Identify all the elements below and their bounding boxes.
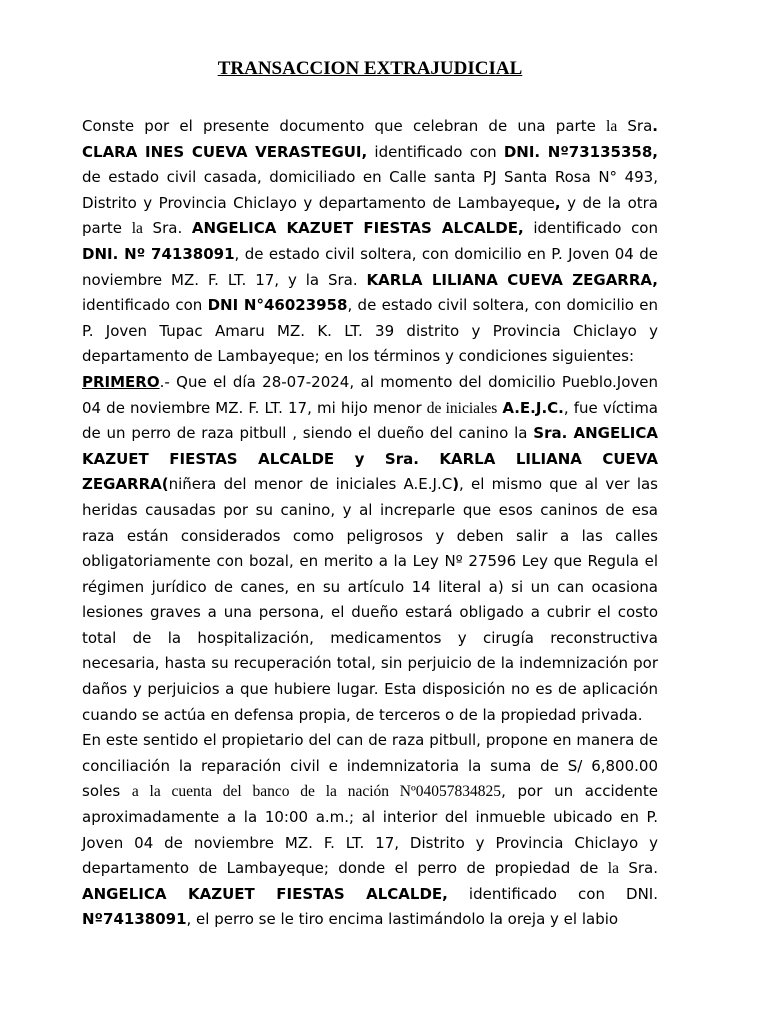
text-segment: la	[606, 118, 618, 135]
document-title: TRANSACCION EXTRAJUDICIAL	[217, 58, 523, 79]
text-segment: Sra	[617, 117, 653, 135]
clause-label-primero: PRIMERO	[82, 372, 160, 391]
text-segment: , fue víctima de un perro de raza pitbull , siendo el dueño del canino la	[82, 398, 659, 443]
text-segment: identificado con	[367, 142, 504, 161]
party2-dni: DNI. Nº 74138091	[82, 244, 235, 263]
text-segment: de iniciales	[426, 399, 498, 417]
text-segment: , el perro se le tiro encima lastimándolo la oreja y el labio	[186, 910, 619, 929]
text-segment: .- Que el día 28-07-2024, al momento del domicilio Pueblo.Joven 04 de noviembre MZ. F. LT. 17, mi hijo menor	[82, 372, 658, 417]
text-segment: Sra.	[142, 219, 192, 238]
text-segment: En este sentido el propietario del can de raza pitbull, propone en manera de conciliación la reparación civil e indemnizatoria la suma de S/ 6,800.00 soles	[82, 731, 658, 801]
party3-dni: DNI N°46023958	[207, 296, 348, 315]
owner-dni: Nº74138091	[82, 910, 187, 929]
text-segment: , por un accidente aproximadamente a la 10:00 a.m.; al interior del inmueble ubicado en P. Joven 04 de noviembre MZ. F. LT. 17, Distrito y Provincia Chiclayo y departamento de Lambayeque; donde el perro de propiedad de	[82, 782, 658, 878]
paragraph-conciliation	[82, 728, 658, 933]
text-segment: , de estado civil soltera, con domicilio en P. Joven Tupac Amaru MZ. K. LT. 39 distrito y Provincia Chiclayo y departamento de Lambayeque; en los términos y condiciones siguientes:	[82, 296, 658, 366]
text-segment: Sra.	[618, 859, 658, 878]
document-body	[82, 114, 658, 933]
paragraph-parties	[82, 114, 658, 370]
text-segment: de estado civil casada, domiciliado en Calle santa PJ Santa Rosa N° 493, Distrito y Provincia Chiclayo y departamento de Lambayeque	[82, 168, 658, 212]
owner-name: ANGELICA KAZUET FIESTAS ALCALDE,	[82, 884, 448, 903]
text-segment: identificado con	[523, 219, 658, 238]
text-segment: , el mismo que al ver las heridas causadas por su canino, y al increparle que esos caninos de esa raza están considerados como peligrosos y deben salir a las calles obligatoriamente con bozal, en merito a la Ley Nº 27596 Ley que Regula el régimen jurídico de canes, en su artículo 14 literal a) si un can ocasiona lesiones graves a una persona, el dueño estará obligado a cubrir el costo total de la hospitalización, medicamentos y cirugía reconstructiva necesaria, hasta su recuperación total, sin perjuicio de la indemnización por daños y perjuicios a que hubiere lugar. Esta disposición no es de aplicación cuando se actúa en defensa propia, de terceros o de la propiedad privada.	[82, 475, 658, 724]
party3-name: KARLA LILIANA CUEVA ZEGARRA,	[366, 270, 658, 289]
text-segment: identificado con	[82, 296, 208, 315]
text-segment: , de estado civil soltera, con domicilio en P. Joven 04 de noviembre MZ. F. LT. 17, y la Sra.	[82, 244, 658, 289]
text-segment: ,	[554, 193, 561, 212]
paragraph-primero	[82, 370, 658, 728]
text-segment: la	[131, 220, 143, 238]
owners-names: Sra. ANGELICA KAZUET FIESTAS ALCALDE y Sra. KARLA LILIANA CUEVA ZEGARRA(	[82, 424, 658, 494]
text-segment: la	[607, 860, 619, 878]
bank-account-text: a la cuenta del banco de la nación Nº04057834825	[131, 783, 502, 801]
text-segment: )	[452, 475, 460, 494]
text-segment: y de la otra parte	[82, 193, 659, 238]
party1-name: . CLARA INES CUEVA VERASTEGUI,	[82, 117, 658, 161]
text-segment: Conste por el presente documento que celebran de una parte	[82, 117, 607, 135]
text-segment: identificado con DNI.	[447, 884, 658, 903]
party1-dni: DNI. Nº73135358,	[503, 142, 658, 161]
party2-name: ANGELICA KAZUET FIESTAS ALCALDE,	[191, 219, 524, 238]
text-segment: niñera del menor de iniciales A.E.J.C	[168, 475, 453, 494]
minor-initials: A.E.J.C.	[502, 398, 564, 417]
